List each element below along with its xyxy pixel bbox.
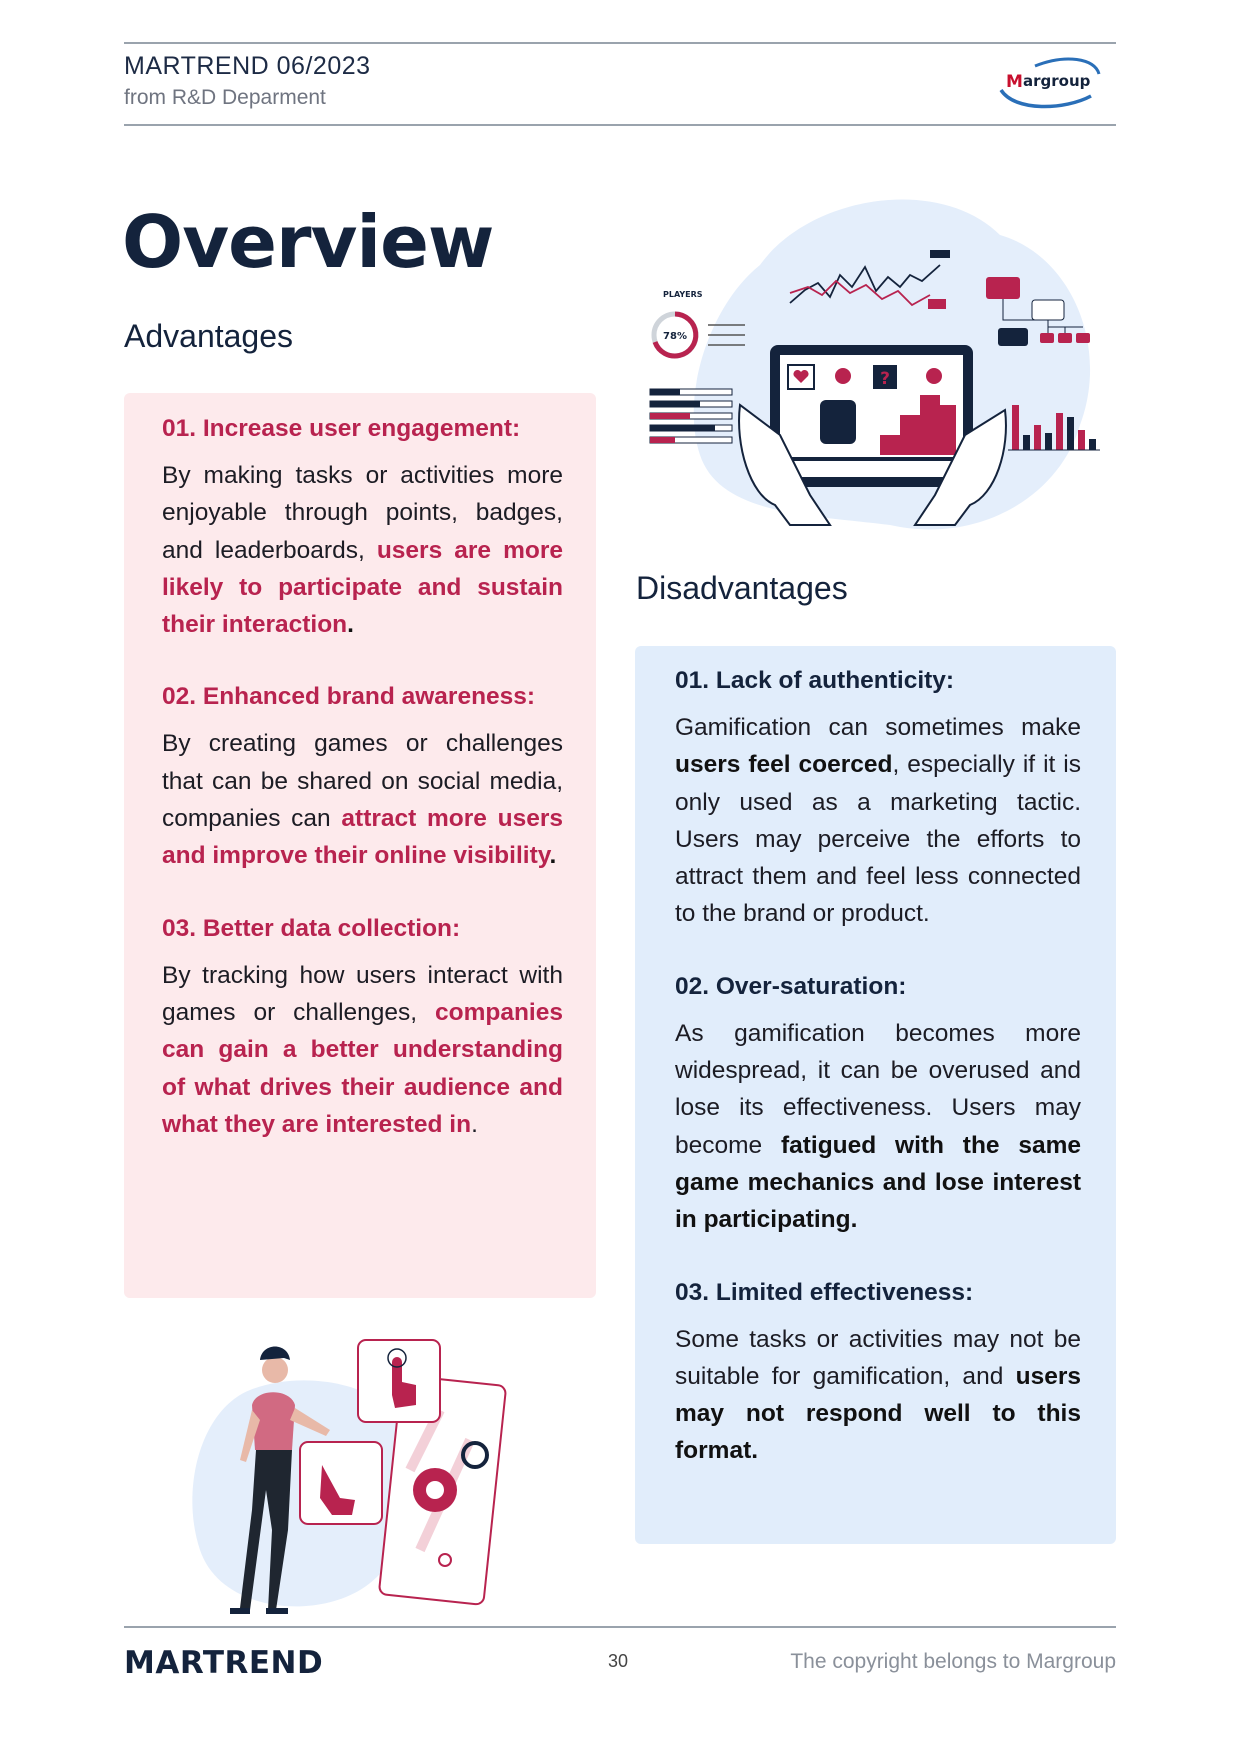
disadvantage-text: Some tasks or activities may not be suitable for gamification, and users may not respond well to this format. (675, 1325, 1081, 1465)
logo-text: argroup (1023, 72, 1091, 90)
disadvantage-title: 01. Lack of authenticity: (675, 667, 955, 694)
footer-brand: MARTREND (124, 1645, 324, 1681)
footer-rule (124, 1626, 1116, 1628)
advantage-title: 03. Better data collection: (162, 914, 461, 942)
advantage-item-3 (162, 915, 563, 1143)
advantages-list (162, 415, 563, 1183)
disadvantage-text: Gamification can sometimes make users feel coerced, especially if it is only used as a marketing tactic. Users may perceive the efforts to attract them and feel less connected to the brand or product. (675, 714, 1081, 928)
page-number: 30 (608, 1651, 629, 1671)
disadvantage-item-3 (675, 1279, 1081, 1470)
advantage-text: By creating games or challenges that can be shared on social media, companies can attract more users and improve their online visibility. (162, 730, 563, 870)
players-label: PLAYERS (663, 290, 703, 299)
disadvantage-text: As gamification becomes more widespread, it can be overused and lose its effectiveness. Users may become fatigued with the same game mechanics and lose interest in participating. (675, 1019, 1081, 1234)
header-top-rule (124, 42, 1116, 44)
header-title: MARTREND 06/2023 (124, 52, 371, 80)
disadvantage-item-2 (675, 973, 1081, 1239)
advantage-text: By making tasks or activities more enjoyable through points, badges, and leaderboards, users are more likely to participate and sustain their interaction. (162, 462, 563, 639)
disadvantage-title: 02. Over-saturation: (675, 972, 907, 1000)
disadvantages-heading: Disadvantages (636, 570, 848, 606)
advantage-item-1 (162, 415, 563, 643)
advantage-text: By tracking how users interact with games or challenges, companies can gain a better understanding of what drives their audience and what they are interested in. (162, 961, 563, 1138)
svg-text:?: ? (880, 369, 890, 389)
gaming-tablet-illustration (640, 195, 1110, 540)
person-touch-illustration (180, 1330, 520, 1630)
page-title: Overview (122, 200, 494, 284)
copyright: The copyright belongs to Margroup (790, 1650, 1116, 1673)
margroup-logo (995, 52, 1105, 112)
svg-text:M: M (1006, 72, 1023, 92)
disadvantage-item-1 (675, 667, 1081, 933)
header-subtitle: from R&D Deparment (124, 86, 326, 109)
players-percent: 78% (663, 331, 687, 342)
disadvantage-title: 03. Limited effectiveness: (675, 1278, 974, 1306)
advantages-heading: Advantages (124, 318, 294, 354)
advantage-item-2 (162, 683, 563, 874)
disadvantages-list (675, 667, 1081, 1510)
advantage-title: 01. Increase user engagement: (162, 415, 521, 442)
advantage-title: 02. Enhanced brand awareness: (162, 683, 536, 711)
header-bottom-rule (124, 124, 1116, 126)
